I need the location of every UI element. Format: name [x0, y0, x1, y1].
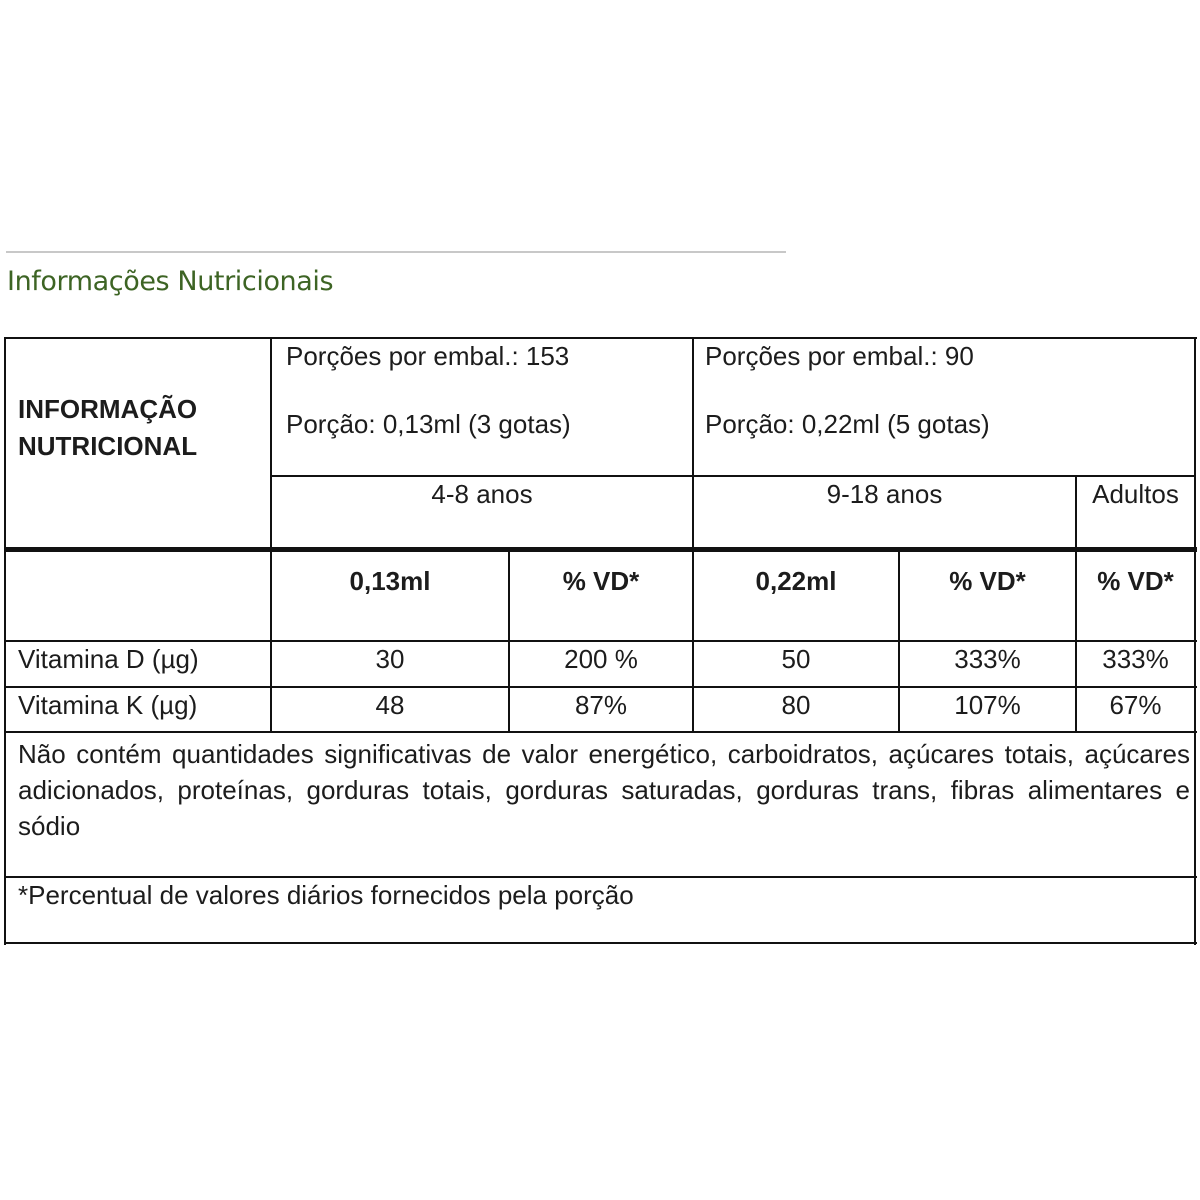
rule-under-row2 [4, 731, 1197, 733]
column-header-vd-2: % VD* [949, 566, 1026, 596]
nutrient-name: Vitamina D (µg) [18, 644, 199, 674]
group1-serving-size: Porção: 0,13ml (3 gotas) [286, 409, 571, 439]
table-cell: 80 [781, 690, 811, 720]
group1-age-range: 4-8 anos [431, 479, 533, 509]
column-header-amount-1: 0,13ml [349, 566, 431, 596]
group1-servings-per-package: Porções por embal.: 153 [286, 341, 570, 371]
table-cell: 30 [375, 644, 405, 674]
group2-age-range: 9-18 anos [826, 479, 943, 509]
top-divider [6, 251, 786, 253]
table-cell: 48 [375, 690, 405, 720]
rule-thick [4, 547, 1197, 552]
group2-servings-per-package: Porções por embal.: 90 [705, 341, 974, 371]
column-header-vd-adults: % VD* [1097, 566, 1174, 596]
table-cell: 50 [781, 644, 811, 674]
table-border-top [4, 337, 1197, 339]
table-cell: 200 % [564, 644, 638, 674]
footnote-daily-values: *Percentual de valores diários fornecidos pela porção [18, 880, 634, 910]
table-cell: 67% [1109, 690, 1162, 720]
header-label-line1: INFORMAÇÃO [18, 394, 198, 424]
column-header-amount-2: 0,22ml [755, 566, 837, 596]
group2-serving-size: Porção: 0,22ml (5 gotas) [705, 409, 990, 439]
footnote-not-significant: Não contém quantidades significativas de valor energético, carboidratos, açúcares totais, açúcares adicionados, proteínas, gorduras totais, gorduras saturadas, gorduras trans, fibras alimentares e sódio [18, 739, 1190, 841]
group2-adults-label: Adultos [1092, 479, 1179, 509]
nutrient-name: Vitamina K (µg) [18, 690, 198, 720]
table-cell: 333% [954, 644, 1021, 674]
table-cell: 87% [574, 690, 628, 720]
section-title: Informações Nutricionais [7, 266, 334, 297]
table-cell: 107% [954, 690, 1021, 720]
table-cell: 333% [1102, 644, 1169, 674]
table-border-bottom [4, 942, 1197, 944]
header-label-line2: NUTRICIONAL [18, 431, 198, 461]
column-header-vd-1: % VD* [562, 566, 640, 596]
